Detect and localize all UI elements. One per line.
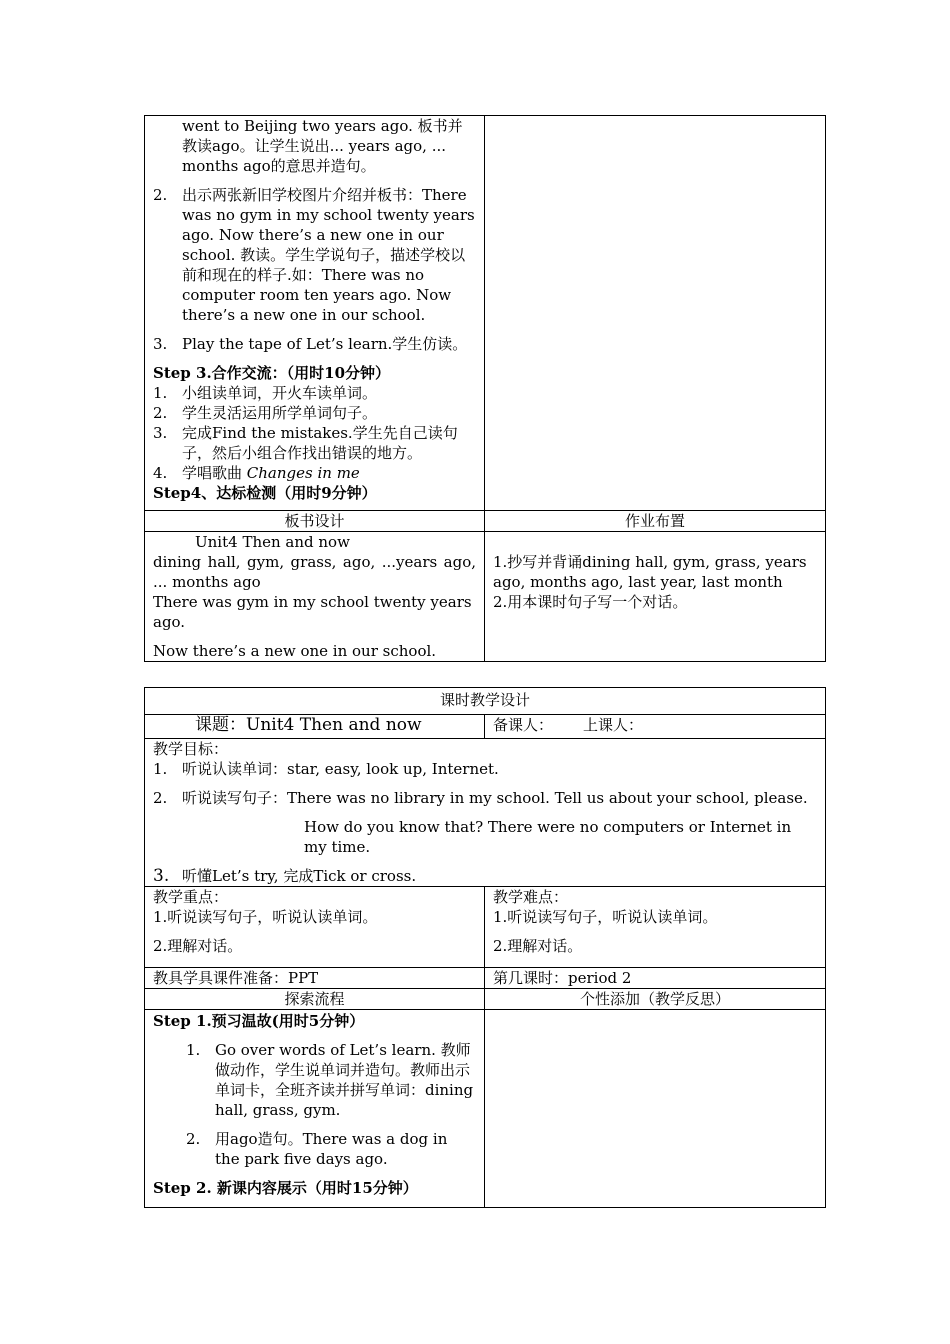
table-title: 课时教学设计 bbox=[145, 688, 826, 715]
reflection-cell bbox=[485, 1010, 826, 1208]
list-item: 1. Go over words of Let’s learn. 教师做动作，学生说单词并造句。教师出示单词卡，全班齐读并拼写单词：dining hall, grass, gym. bbox=[186, 1041, 474, 1119]
list-item: 3. Play the tape of Let’s learn.学生仿读。 bbox=[153, 335, 468, 353]
board-design-cell: Unit4 Then and now dining hall, gym, grass, ago, ...years ago, ... months ago There was gym in my school twenty years ago. Now there’s a new one in our school. bbox=[145, 532, 485, 662]
list-item: 2. 听说读写句子：There was no library in my school. Tell us about your school, please. bbox=[153, 789, 808, 807]
preparer-label: 备课人： bbox=[493, 716, 554, 734]
list-item: 4. 学唱歌曲 Changes in me bbox=[153, 464, 360, 482]
key-points-cell: 教学重点： 1.听说读写句子，听说认读单词。 2.理解对话。 bbox=[145, 887, 485, 968]
reflection-cell bbox=[485, 116, 826, 511]
list-item: went to Beijing two years ago. 板书并教读ago。让学生说出... years ago, ... months ago的意思并造句。 bbox=[182, 117, 463, 175]
list-item: 2. 出示两张新旧学校图片介绍并板书：There was no gym in my school twenty years ago. Now there’s a new one in our school. 教读。学生学说句子，描述学校以前和现在的样子.如：There was no computer room ten years ago. Now there’s a new one in our school. bbox=[153, 186, 475, 324]
list-item: 3. 听懂Let’s try, 完成Tick or cross. bbox=[153, 866, 417, 886]
lesson-design-table bbox=[144, 687, 826, 1208]
difficulty-cell: 教学难点： 1.听说读写句子，听说认读单词。 2.理解对话。 bbox=[485, 887, 826, 968]
goals-cell: 教学目标： 1. 听说认读单词：star, easy, look up, Internet. 2. 听说读写句子：There was no library in my school. Tell us about your school, please. How do you know that? There were no computers or Internet in my time. 3. 听懂Let’s try, 完成Tick or cross. bbox=[145, 739, 826, 887]
list-item: 2. 学生灵活运用所学单词句子。 bbox=[153, 404, 378, 422]
step2-heading: Step 2. 新课内容展示（用时15分钟） bbox=[153, 1179, 418, 1197]
list-item: 2. 用ago造句。There was a dog in the park five days ago. bbox=[186, 1130, 448, 1168]
goals-label: 教学目标： bbox=[153, 740, 229, 758]
board-design-header: 板书设计 bbox=[145, 511, 485, 532]
topic-cell bbox=[145, 715, 485, 739]
list-item: 1. 听说认读单词：star, easy, look up, Internet. bbox=[153, 760, 499, 778]
period-cell: 第几课时：period 2 bbox=[485, 968, 826, 989]
homework-header: 作业布置 bbox=[485, 511, 826, 532]
flow-header: 探索流程 bbox=[145, 989, 485, 1010]
step1-heading: Step 1.预习温故(用时5分钟） bbox=[153, 1012, 365, 1030]
tools-cell: 教具学具课件准备：PPT bbox=[145, 968, 485, 989]
lesson-table-continued bbox=[144, 115, 826, 662]
procedure-cell bbox=[145, 116, 485, 511]
homework-cell: 1.抄写并背诵dining hall, gym, grass, years ago, months ago, last year, last month 2.用本课时句子写一个对话。 bbox=[485, 532, 826, 662]
teacher-label: 上课人： bbox=[583, 716, 644, 734]
teacher-cell bbox=[485, 715, 826, 739]
list-item: 3. 完成Find the mistakes.学生先自己读句子，然后小组合作找出错误的地方。 bbox=[153, 424, 458, 462]
reflection-header: 个性添加（教学反思） bbox=[485, 989, 826, 1010]
topic: 课题：Unit4 Then and now bbox=[195, 715, 422, 735]
list-item: 1. 小组读单词，开火车读单词。 bbox=[153, 384, 378, 402]
flow-cell bbox=[145, 1010, 485, 1208]
step4-heading: Step4、达标检测（用时9分钟） bbox=[153, 484, 377, 502]
step3-heading: Step 3.合作交流：（用时10分钟） bbox=[153, 364, 391, 382]
